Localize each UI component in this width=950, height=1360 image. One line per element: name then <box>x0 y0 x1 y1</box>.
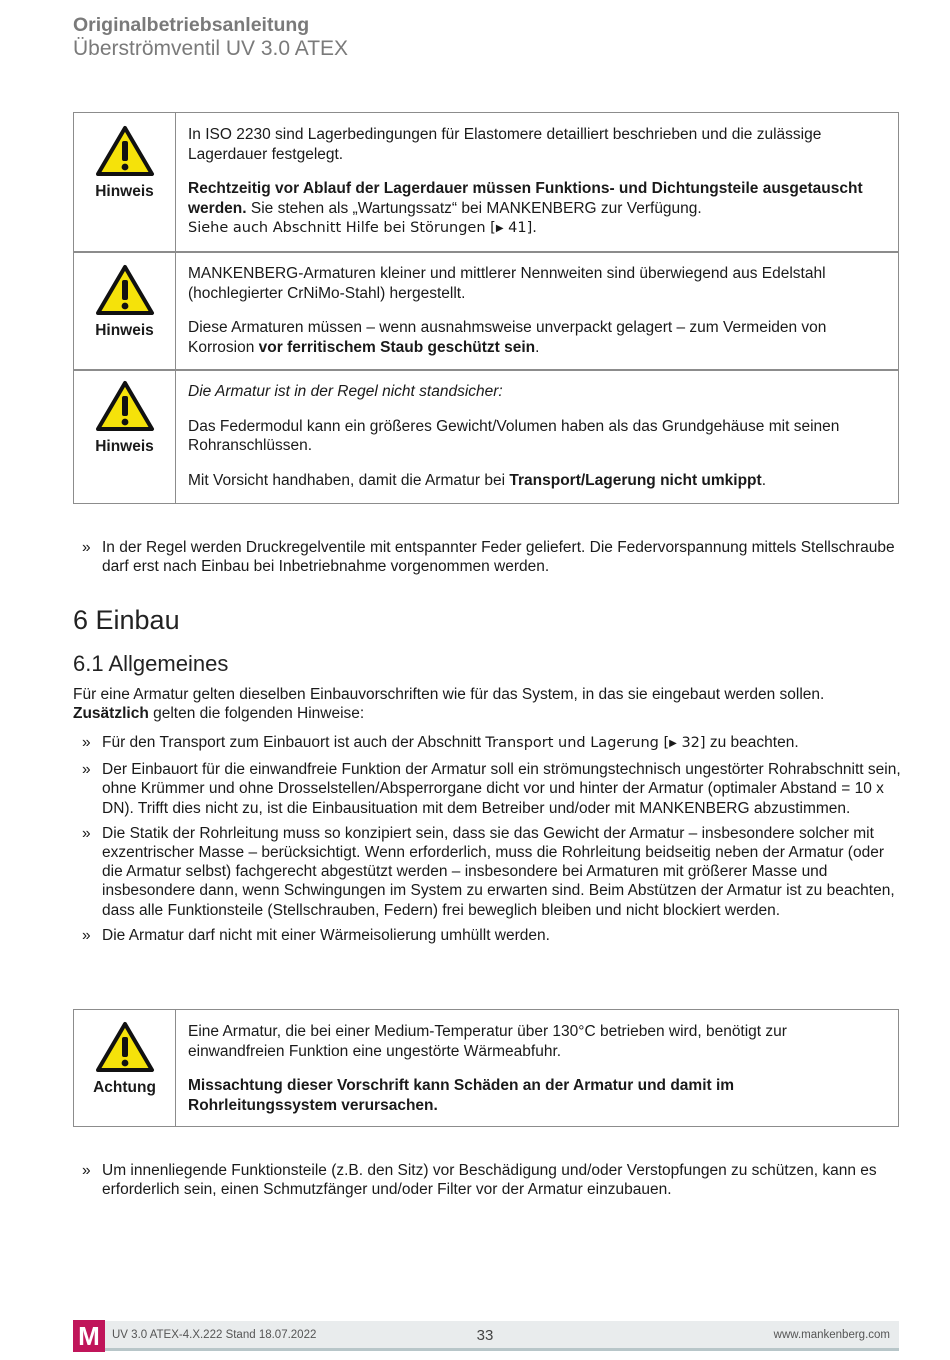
cross-reference-page: 32] <box>676 735 706 751</box>
warning-triangle-icon <box>95 380 155 432</box>
notice-box-corrosion <box>73 251 899 371</box>
notice-text <box>176 1010 899 1127</box>
notice-text <box>176 252 899 371</box>
list-item <box>82 926 902 945</box>
cross-reference-link[interactable] <box>485 735 705 751</box>
notice-icon-cell <box>74 1010 176 1127</box>
notice-icon-cell <box>74 113 176 253</box>
bullet-marker: » <box>82 1162 91 1179</box>
list-item-text: Die Statik der Rohrleitung muss so konzipiert sein, dass sie das Gewicht der Armatur – insbesondere solcher mit exzentrischer Masse – berücksichtigt. Wenn erforderlich, muss die Rohrleitung beidseitig neben der Armatur (oder die Armatur selbst) fachgerecht abgestützt werden – insbesondere bei Armaturen mit größerer Masse und insbesondere dann, wenn Schwingungen im System zu erwarten sind. Beim Abstützen der Armatur ist zu beachten, dass alle Funktionsteile (Stellschrauben, Federn) frei beweglich bleiben und nicht blockiert werden. <box>102 824 895 919</box>
notice-paragraph <box>188 382 884 402</box>
page-reference-arrow-icon: ▶ <box>495 223 504 234</box>
notice-text-span: Siehe auch Abschnitt <box>188 220 346 236</box>
list-item-text: Um innenliegende Funktionsteile (z.B. den Sitz) vor Beschädigung und/oder Verstopfungen zu schützen, kann es erforderlich sein, einen Schmutzfänger und/oder Filter vor der Armatur einzubauen. <box>102 1162 877 1199</box>
notice-bold-text: Rechtzeitig vor Ablauf der Lagerdauer müssen Funktions- und Dichtungsteile ausgetauscht werden. <box>188 180 863 217</box>
subsection-heading: 6.1 Allgemeines <box>73 651 229 676</box>
footer-document-id: UV 3.0 ATEX-4.X.222 Stand 18.07.2022 <box>112 1329 317 1341</box>
notice-icon-cell <box>74 252 176 371</box>
notice-text-span: . <box>761 471 767 489</box>
notice-bold-text: Missachtung dieser Vorschrift kann Schäden an der Armatur und damit im Rohrleitungssystem verursachen. <box>188 1077 735 1114</box>
notice-box-storage <box>73 112 899 253</box>
notice-text-span: Diese Armaturen müssen – wenn ausnahmsweise unverpackt gelagert – zum Vermeiden von Korrosion <box>188 319 827 356</box>
bullet-marker: » <box>82 926 91 944</box>
list-item-text: Die Armatur darf nicht mit einer Wärmeisolierung umhüllt werden. <box>102 926 550 944</box>
paragraph-bold-text: Zusätzlich <box>73 705 149 723</box>
list-item-text: Für den Transport zum Einbauort ist auch der Abschnitt <box>102 734 486 751</box>
paragraph-text: gelten die folgenden Hinweise: <box>148 705 365 723</box>
list-item-text: In der Regel werden Druckregelventile mit entspannter Feder geliefert. Die Federvorspannung mittels Stellschraube darf erst nach Einbau bei Inbetriebnahme vorgenommen werden. <box>102 539 895 576</box>
final-bullet-list <box>82 1161 902 1205</box>
notice-text <box>176 113 899 253</box>
notice-bold-text: vor ferritischem Staub geschützt sein <box>258 338 536 356</box>
document-subtitle: Überströmventil UV 3.0 ATEX <box>73 37 349 60</box>
list-item <box>82 760 902 818</box>
bullet-marker: » <box>82 539 91 556</box>
notice-italic-text: Die Armatur ist in der Regel nicht standsicher: <box>188 383 503 400</box>
notice-text-span: Sie stehen als „Wartungssatz“ bei MANKENBERG zur Verfügung. <box>246 199 702 217</box>
notice-label: Hinweis <box>95 183 154 200</box>
list-item-text: Der Einbauort für die einwandfreie Funktion der Armatur soll ein strömungstechnisch ungestörter Rohrabschnitt sein, ohne Krümmer und ohne Drosselstellen/Absperrorgane dicht vor und hinter der Armatur (optimaler Abstand = 10 x DN). Trifft dies nicht zu, ist die Einbausituation mit dem Betreiber und/oder mit MANKENBERG abzustimmen. <box>102 761 901 817</box>
cross-reference-link[interactable] <box>346 220 537 236</box>
notice-text <box>176 370 899 504</box>
notice-paragraph <box>188 179 884 240</box>
warning-triangle-icon <box>95 1021 155 1073</box>
notice-label: Hinweis <box>95 322 154 339</box>
notice-paragraph: Eine Armatur, die bei einer Medium-Temperatur über 130°C betrieben wird, benötigt zur einwandfreien Funktion eine ungestörte Wärmeabfuhr. <box>188 1023 787 1060</box>
list-item-text: zu beachten. <box>705 734 799 751</box>
list-item <box>82 538 902 576</box>
warning-triangle-icon <box>95 264 155 316</box>
page-number: 33 <box>476 1327 494 1344</box>
notice-label: Hinweis <box>95 438 154 455</box>
section-heading: 6 Einbau <box>73 605 180 635</box>
notice-text-span: Mit Vorsicht handhaben, damit die Armatur bei <box>188 471 510 489</box>
list-item <box>82 733 902 754</box>
section-paragraph <box>73 685 903 723</box>
notice-box-stability <box>73 369 899 504</box>
list-item <box>82 1161 902 1199</box>
footer-website-link[interactable]: www.mankenberg.com <box>773 1329 890 1341</box>
bullet-marker: » <box>82 761 91 779</box>
paragraph-text: Für eine Armatur gelten dieselben Einbauvorschriften wie für das System, in das sie eingebaut werden sollen. <box>73 686 825 703</box>
cross-reference-text: Transport und Lagerung [ <box>485 735 670 751</box>
cross-reference-text: Hilfe bei Störungen [ <box>345 220 496 236</box>
notice-text-span: . <box>535 338 540 356</box>
list-item <box>82 824 902 920</box>
notice-label: Achtung <box>93 1079 156 1096</box>
notice-paragraph <box>188 318 884 357</box>
intro-bullet-list <box>82 538 902 582</box>
notice-paragraph: Das Federmodul kann ein größeres Gewicht/Volumen haben als das Grundgehäuse mit seinen Rohranschlüssen. <box>188 417 840 454</box>
notice-paragraph <box>188 1076 884 1115</box>
notice-paragraph: MANKENBERG-Armaturen kleiner und mittlerer Nennweiten sind überwiegend aus Edelstahl (hochlegierter CrNiMo-Stahl) hergestellt. <box>188 265 826 302</box>
document-title: Originalbetriebsanleitung <box>73 14 310 36</box>
cross-reference-page: 41]. <box>503 220 537 236</box>
notice-box-temperature <box>73 1009 899 1127</box>
warning-triangle-icon <box>95 125 155 177</box>
notice-bold-text: Transport/Lagerung nicht umkippt <box>509 471 762 489</box>
bullet-marker: » <box>82 734 91 751</box>
bullet-marker: » <box>82 824 91 842</box>
notice-paragraph <box>188 471 884 491</box>
mankenberg-logo <box>73 1320 105 1352</box>
page-reference-arrow-icon: ▶ <box>669 738 677 749</box>
installation-bullet-list <box>82 733 902 951</box>
notice-paragraph: In ISO 2230 sind Lagerbedingungen für Elastomere detailliert beschrieben und die zulässige Lagerdauer festgelegt. <box>188 126 822 163</box>
logo-letter: M <box>78 1321 100 1351</box>
notice-icon-cell <box>74 370 176 504</box>
